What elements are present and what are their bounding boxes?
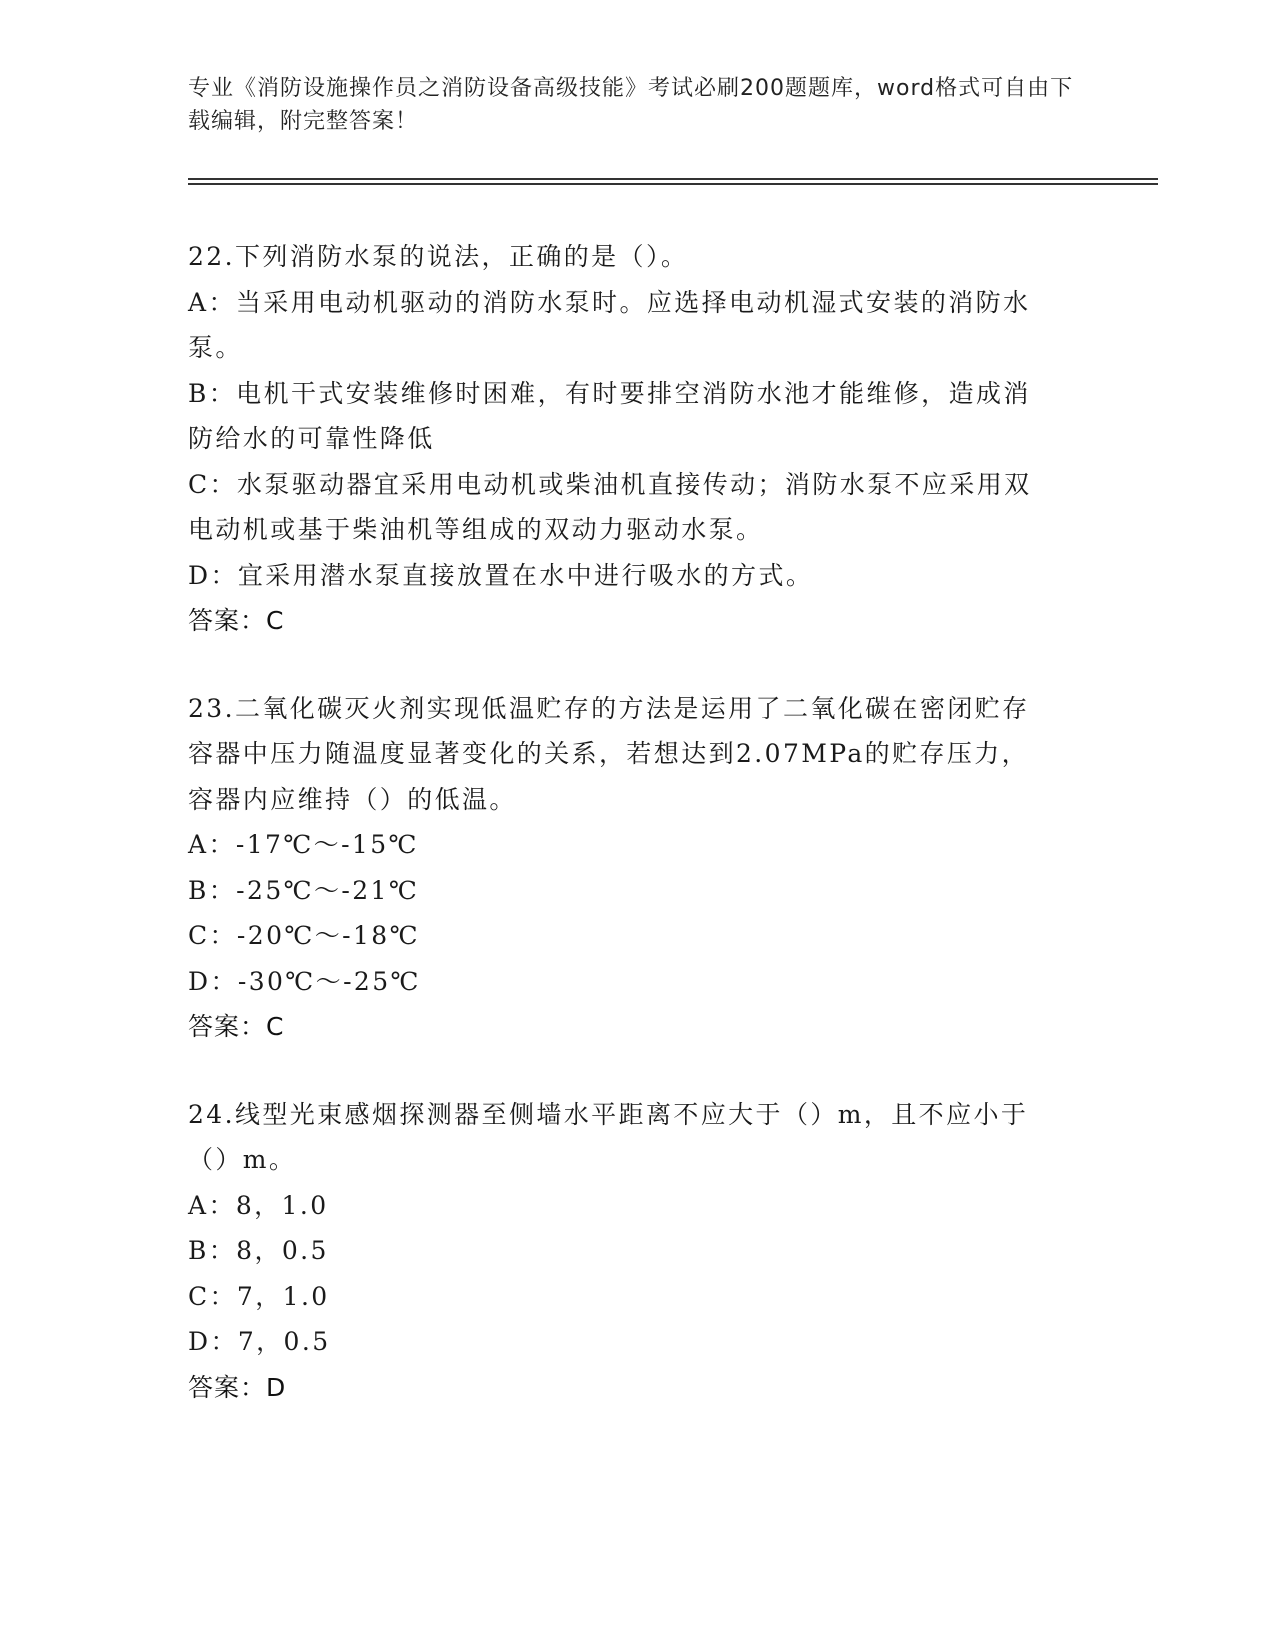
question-stem-continued: 容器中压力随温度显著变化的关系，若想达到2.07MPa的贮存压力， (188, 739, 1030, 768)
option-d: D：宜采用潜水泵直接放置在水中进行吸水的方式。 (188, 560, 814, 590)
document-header: 专业《消防设施操作员之消防设备高级技能》考试必刷200题题库，word格式可自由下载编辑，附完整答案！ (188, 76, 1074, 134)
option-a: A：8，1.0 (188, 1190, 329, 1220)
header-divider-top (188, 178, 1158, 180)
question-22 (188, 234, 1088, 644)
question-stem: 24.线型光束感烟探测器至侧墙水平距离不应大于（）m，且不应小于 (188, 1099, 1029, 1129)
option-b-continued: 防给水的可靠性降低 (188, 424, 435, 453)
option-a: A：-17℃～-15℃ (188, 830, 419, 859)
option-c: C：水泵驱动器宜采用电动机或柴油机直接传动；消防水泵不应采用双 (188, 469, 1032, 499)
answer-label: 答案：C (188, 1012, 285, 1041)
answer-label: 答案：D (188, 1372, 287, 1402)
answer-label: 答案：C (188, 606, 285, 635)
option-a: A：当采用电动机驱动的消防水泵时。应选择电动机湿式安装的消防水 (188, 287, 1031, 317)
option-b: B：-25℃～-21℃ (188, 875, 420, 905)
option-a-continued: 泵。 (188, 333, 243, 362)
question-stem-continued: （）m。 (188, 1145, 297, 1174)
option-b: B：电机干式安装维修时困难，有时要排空消防水池才能维修，造成消 (188, 378, 1031, 408)
option-d: D：-30℃～-25℃ (188, 966, 421, 996)
question-24 (188, 1092, 1088, 1411)
option-b: B：8，0.5 (188, 1236, 329, 1265)
question-stem: 22.下列消防水泵的说法，正确的是（）。 (188, 242, 689, 271)
question-stem: 23.二氧化碳灭火剂实现低温贮存的方法是运用了二氧化碳在密闭贮存 (188, 693, 1030, 723)
header-divider-bottom (188, 183, 1158, 185)
option-d: D：7，0.5 (188, 1327, 331, 1356)
option-c: C：-20℃～-18℃ (188, 921, 420, 950)
option-c: C：7，1.0 (188, 1281, 330, 1311)
question-23 (188, 686, 1088, 1050)
question-stem-continued: 容器内应维持（）的低温。 (188, 784, 517, 814)
question-list (188, 234, 1088, 1452)
option-c-continued: 电动机或基于柴油机等组成的双动力驱动水泵。 (188, 515, 764, 544)
